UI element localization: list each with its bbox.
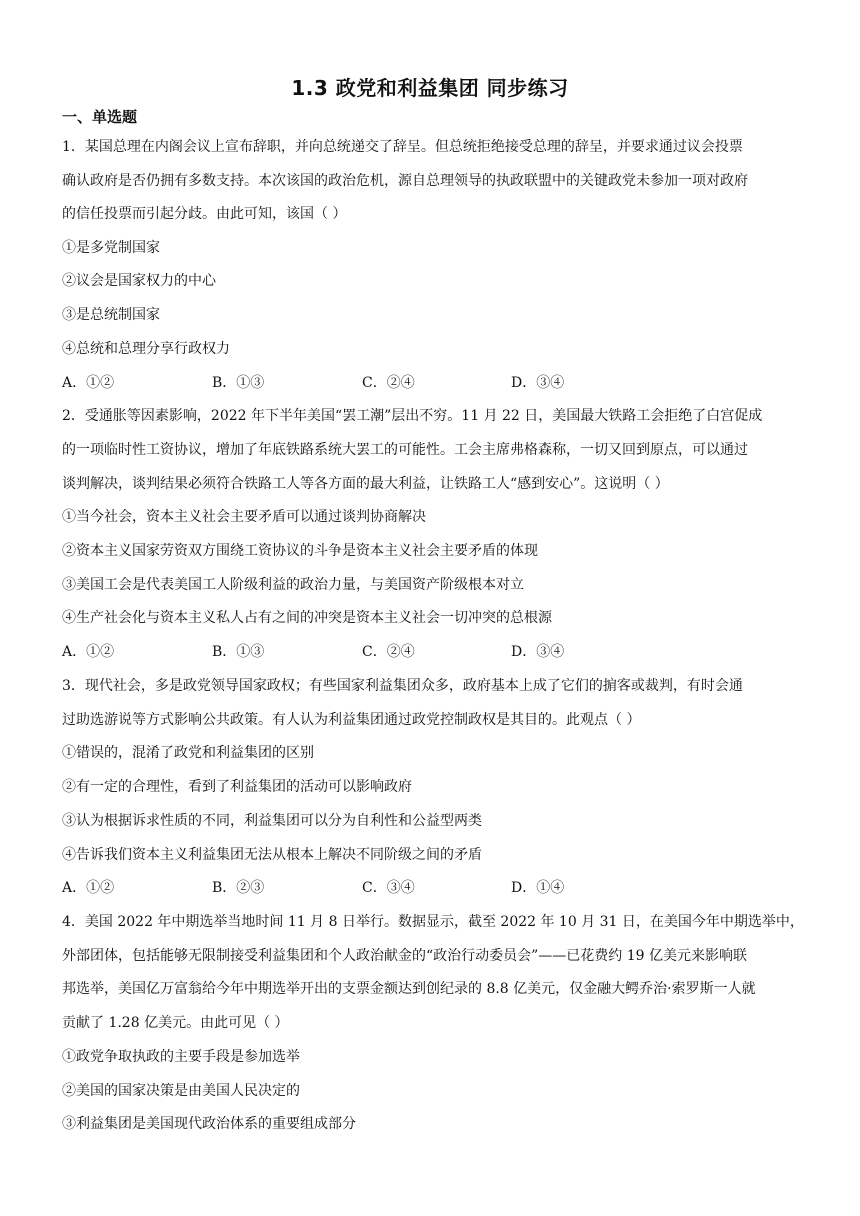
question-4-stem-line: 外部团体，包括能够无限制接受利益集团和个人政治献金的“政治行动委员会”——已花费约 19 亿美元来影响联: [62, 948, 748, 964]
question-4-option: ③利益集团是美国现代政治体系的重要组成部分: [62, 1116, 356, 1132]
question-3-choices: [62, 878, 802, 898]
choice-c: C．②④: [362, 375, 415, 391]
question-2-stem-line: 的一项临时性工资协议，增加了年底铁路系统大罢工的可能性。工会主席弗格森称，一切又回到原点，可以通过: [62, 442, 748, 458]
question-3-option: ①错误的，混淆了政党和利益集团的区别: [62, 745, 314, 761]
question-4-option: ②美国的国家决策是由美国人民决定的: [62, 1083, 300, 1099]
choice-c: C．③④: [362, 880, 415, 896]
question-1-stem-line: 确认政府是否仍拥有多数支持。本次该国的政治危机，源自总理领导的执政联盟中的关键政党未参加一项对政府: [62, 173, 748, 189]
question-4-stem-line: 4．美国 2022 年中期选举当地时间 11 月 8 日举行。数据显示，截至 2022 年 10 月 31 日，在美国今年中期选举中，: [62, 914, 804, 930]
choice-a: A．①②: [62, 880, 115, 896]
question-4-option: ①政党争取执政的主要手段是参加选举: [62, 1049, 300, 1065]
question-2-option: ①当今社会，资本主义社会主要矛盾可以通过谈判协商解决: [62, 509, 426, 525]
question-2-stem-line: 2．受通胀等因素影响，2022 年下半年美国“罢工潮”层出不穷。11 月 22 日，美国最大铁路工会拒绝了白宫促成: [62, 408, 763, 424]
choice-a: A．①②: [62, 644, 115, 660]
section-heading: 一、单选题: [62, 108, 138, 126]
page-title: 1.3 政党和利益集团 同步练习: [291, 76, 569, 100]
question-1-option: ④总统和总理分享行政权力: [62, 341, 230, 357]
choice-d: D．③④: [511, 644, 565, 660]
question-1-stem-line: 的信任投票而引起分歧。由此可知，该国（ ）: [62, 206, 347, 222]
question-2-option: ③美国工会是代表美国工人阶级利益的政治力量，与美国资产阶级根本对立: [62, 577, 524, 593]
question-4-stem-line: 贡献了 1.28 亿美元。由此可见（ ）: [62, 1015, 289, 1031]
question-1-option: ③是总统制国家: [62, 307, 160, 323]
choice-c: C．②④: [362, 644, 415, 660]
question-1-option: ②议会是国家权力的中心: [62, 273, 216, 289]
choice-b: B．①③: [212, 375, 265, 391]
choice-b: B．②③: [212, 880, 265, 896]
question-3-option: ②有一定的合理性，看到了利益集团的活动可以影响政府: [62, 779, 412, 795]
choice-b: B．①③: [212, 644, 265, 660]
question-1-choices: [62, 373, 802, 393]
choice-a: A．①②: [62, 375, 115, 391]
question-3-stem-line: 过助选游说等方式影响公共政策。有人认为利益集团通过政党控制政权是其目的。此观点（ ）: [62, 712, 641, 728]
question-2-stem-line: 谈判解决，谈判结果必须符合铁路工人等各方面的最大利益，让铁路工人“感到安心”。这说明（ ）: [62, 476, 669, 492]
question-1-stem-line: 1．某国总理在内阁会议上宣布辞职，并向总统递交了辞呈。但总统拒绝接受总理的辞呈，并要求通过议会投票: [62, 139, 743, 155]
question-3-stem-line: 3．现代社会，多是政党领导国家政权；有些国家利益集团众多，政府基本上成了它们的掮客或裁判，有时会通: [62, 678, 743, 694]
question-3-option: ③认为根据诉求性质的不同，利益集团可以分为自利性和公益型两类: [62, 813, 482, 829]
question-4-stem-line: 邦选举，美国亿万富翁给今年中期选举开出的支票金额达到创纪录的 8.8 亿美元，仅金融大鳄乔治·索罗斯一人就: [62, 981, 756, 997]
question-3-option: ④告诉我们资本主义利益集团无法从根本上解决不同阶级之间的矛盾: [62, 847, 482, 863]
question-2-choices: [62, 642, 802, 662]
choice-d: D．①④: [511, 880, 565, 896]
question-2-option: ④生产社会化与资本主义私人占有之间的冲突是资本主义社会一切冲突的总根源: [62, 610, 552, 626]
question-1-option: ①是多党制国家: [62, 240, 160, 256]
choice-d: D．③④: [511, 375, 565, 391]
question-2-option: ②资本主义国家劳资双方围绕工资协议的斗争是资本主义社会主要矛盾的体现: [62, 543, 538, 559]
